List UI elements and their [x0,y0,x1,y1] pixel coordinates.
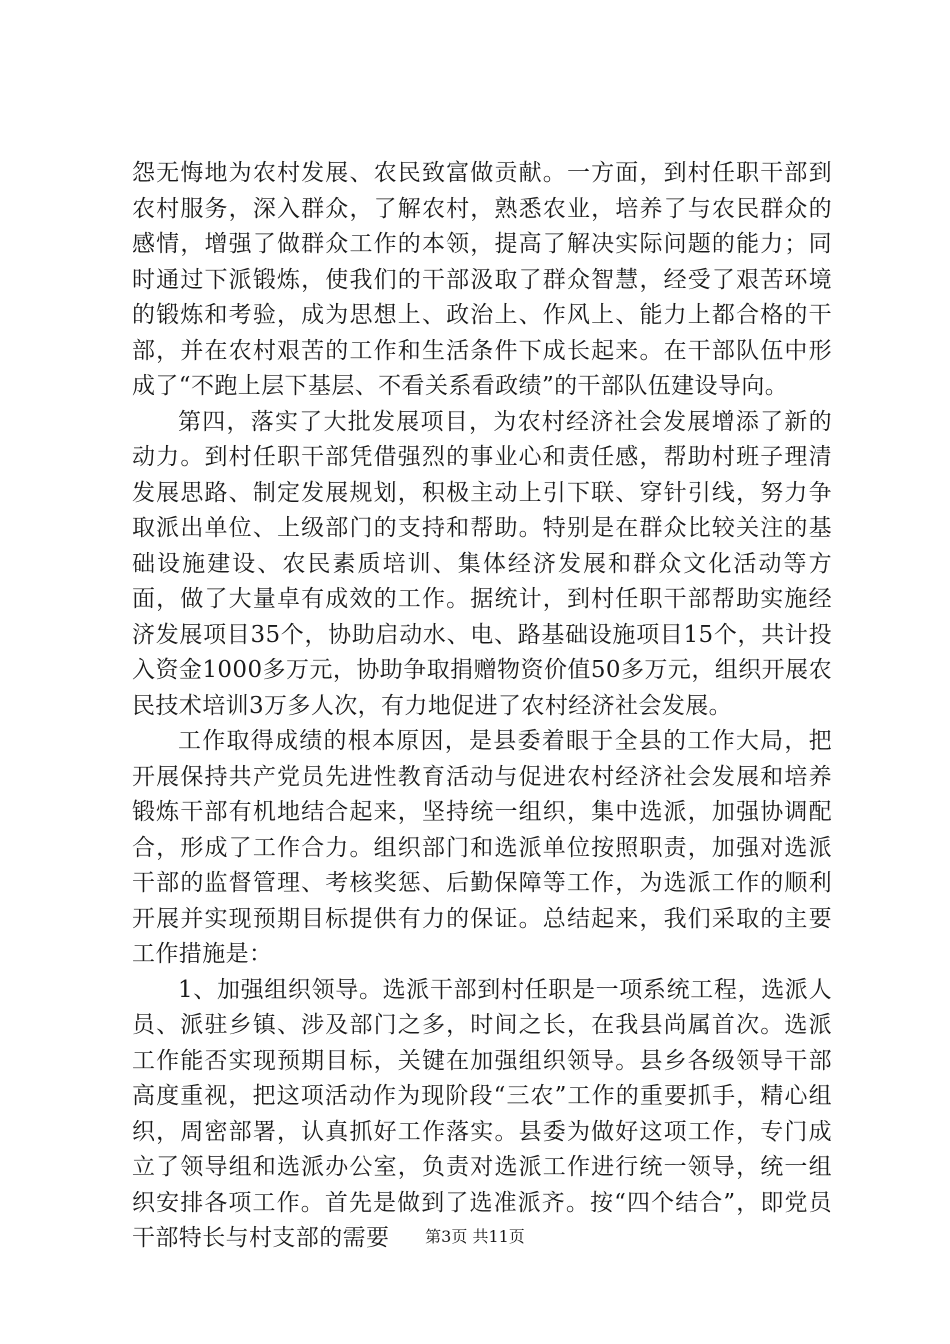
paragraph-3: 工作取得成绩的根本原因，是县委着眼于全县的工作大局，把开展保持共产党员先进性教育活动与促进农村经济社会发展和培养锻炼干部有机地结合起来，坚持统一组织，集中选派，加强协调配合，形成了工作合力。组织部门和选派单位按照职责，加强对选派干部的监督管理、考核奖惩、后勤保障等工作，为选派工作的顺利开展并实现预期目标提供有力的保证。总结起来，我们采取的主要工作措施是： [132,728,832,967]
paragraph-4: 1、加强组织领导。选派干部到村任职是一项系统工程，选派人员、派驻乡镇、涉及部门之多，时间之长，在我县尚属首次。选派工作能否实现预期目标，关键在加强组织领导。县乡各级领导干部高度重视，把这项活动作为现阶段“三农”工作的重要抓手，精心组织，周密部署，认真抓好工作落实。县委为做好这项工作，专门成立了领导组和选派办公室，负责对选派工作进行统一领导，统一组织安排各项工作。首先是做到了选准派齐。按“四个结合”，即党员干部特长与村支部的需要 [132,976,832,1251]
paragraph-1: 怨无悔地为农村发展、农民致富做贡献。一方面，到村任职干部到农村服务，深入群众，了解农村，熟悉农业，培养了与农民群众的感情，增强了做群众工作的本领，提高了解决实际问题的能力；同时通过下派锻炼，使我们的干部汲取了群众智慧，经受了艰苦环境的锻炼和考验，成为思想上、政治上、作风上、能力上都合格的干部，并在农村艰苦的工作和生活条件下成长起来。在干部队伍中形成了“不跑上层下基层、不看关系看政绩”的干部队伍建设导向。 [132,160,832,399]
paragraph-2: 第四，落实了大批发展项目，为农村经济社会发展增添了新的动力。到村任职干部凭借强烈的事业心和责任感，帮助村班子理清发展思路、制定发展规划，积极主动上引下联、穿针引线，努力争取派出单位、上级部门的支持和帮助。特别是在群众比较关注的基础设施建设、农民素质培训、集体经济发展和群众文化活动等方面，做了大量卓有成效的工作。据统计，到村任职干部帮助实施经济发展项目35个，协助启动水、电、路基础设施项目15个，共计投入资金1000多万元，协助争取捐赠物资价值50多万元，组织开展农民技术培训3万多人次，有力地促进了农村经济社会发展。 [132,408,832,719]
page-number-footer: 第3页 共11页 [425,1227,525,1246]
body-text [132,156,832,1257]
